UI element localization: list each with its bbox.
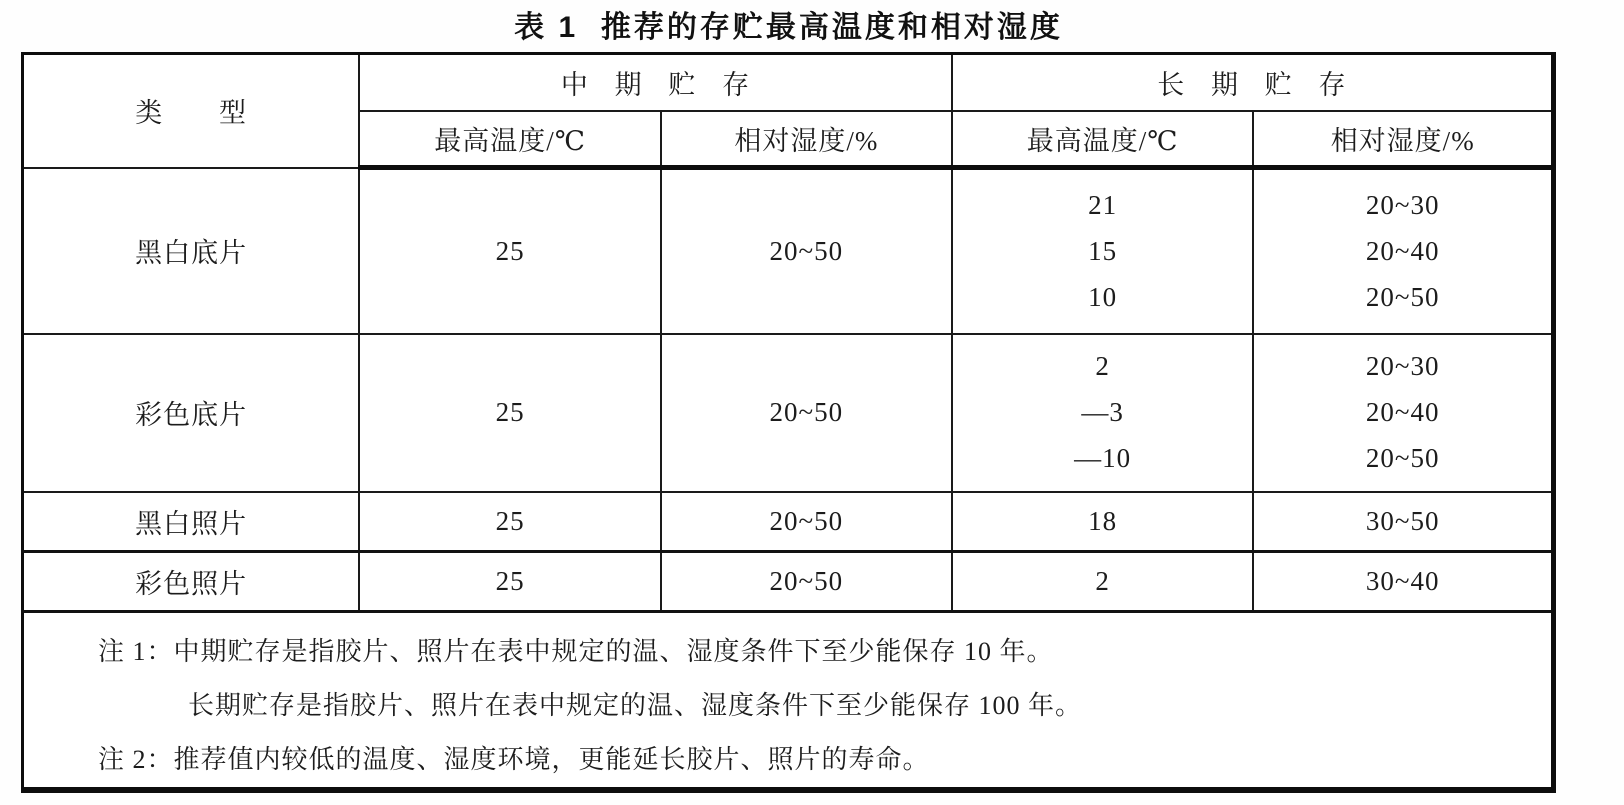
cell-mid-max-temp: 25	[359, 552, 661, 612]
note-1-line-2: 长期贮存是指胶片、照片在表中规定的温、湿度条件下至少能保存 100 年。	[188, 691, 1083, 720]
table-row-color-negatives	[23, 334, 1554, 492]
long-rh-value: 20~40	[1365, 235, 1440, 266]
long-temp-stack	[953, 352, 1253, 473]
header-type: 类 型	[23, 54, 360, 168]
long-temp-value: —3	[1081, 397, 1124, 427]
cell-long-max-temp: 18	[952, 492, 1254, 552]
long-rh-value: 20~30	[1365, 351, 1440, 381]
cell-long-max-temp	[952, 168, 1254, 334]
long-temp-value: 10	[1088, 281, 1118, 312]
table-row-bw-negatives	[23, 168, 1554, 334]
cell-long-max-temp: 2	[952, 552, 1254, 612]
cell-type: 黑白底片	[23, 168, 360, 334]
cell-long-rel-humidity: 30~50	[1253, 492, 1553, 552]
header-mid-max-temp: 最高温度/℃	[359, 111, 661, 168]
long-rh-value: 20~50	[1365, 281, 1440, 312]
cell-mid-max-temp: 25	[359, 492, 661, 552]
long-rh-value: 20~40	[1365, 397, 1440, 427]
cell-mid-rel-humidity: 20~50	[661, 552, 952, 612]
header-long-term-storage: 长 期 贮 存	[952, 54, 1554, 111]
cell-long-rel-humidity	[1253, 168, 1553, 334]
cell-long-max-temp	[952, 334, 1254, 492]
header-row-groups	[23, 54, 1554, 111]
table-row-color-prints	[23, 552, 1554, 612]
long-temp-stack	[953, 191, 1253, 312]
cell-mid-max-temp: 25	[359, 168, 661, 334]
cell-long-rel-humidity: 30~40	[1253, 552, 1553, 612]
long-temp-value: 21	[1088, 189, 1118, 220]
cell-type: 彩色照片	[23, 552, 360, 612]
header-mid-rel-humidity: 相对湿度/%	[661, 111, 952, 168]
long-rh-stack	[1254, 191, 1551, 312]
cell-type: 彩色底片	[23, 334, 360, 492]
cell-mid-rel-humidity: 20~50	[661, 334, 952, 492]
table-row-bw-prints	[23, 492, 1554, 552]
long-rh-stack	[1254, 352, 1551, 473]
note-1-line-1: 注 1：中期贮存是指胶片、照片在表中规定的温、湿度条件下至少能保存 10 年。	[98, 637, 1054, 666]
header-mid-term-storage: 中 期 贮 存	[359, 54, 951, 111]
cell-mid-rel-humidity: 20~50	[661, 168, 952, 334]
long-rh-value: 20~50	[1365, 443, 1440, 473]
table-title: 表 1 推荐的存贮最高温度和相对湿度	[514, 11, 1063, 44]
cell-mid-max-temp: 25	[359, 334, 661, 492]
table-notes-row	[23, 612, 1554, 791]
cell-type: 黑白照片	[23, 492, 360, 552]
long-temp-value: 2	[1095, 351, 1110, 381]
header-long-max-temp: 最高温度/℃	[952, 111, 1254, 168]
long-temp-value: 15	[1088, 235, 1118, 266]
long-temp-value: —10	[1074, 443, 1132, 473]
cell-mid-rel-humidity: 20~50	[661, 492, 952, 552]
header-long-rel-humidity: 相对湿度/%	[1253, 111, 1553, 168]
notes-cell	[23, 612, 1554, 791]
note-2: 注 2：推荐值内较低的温度、湿度环境，更能延长胶片、照片的寿命。	[98, 745, 930, 774]
cell-long-rel-humidity	[1253, 334, 1553, 492]
storage-conditions-table	[21, 52, 1556, 793]
long-rh-value: 20~30	[1365, 189, 1440, 220]
